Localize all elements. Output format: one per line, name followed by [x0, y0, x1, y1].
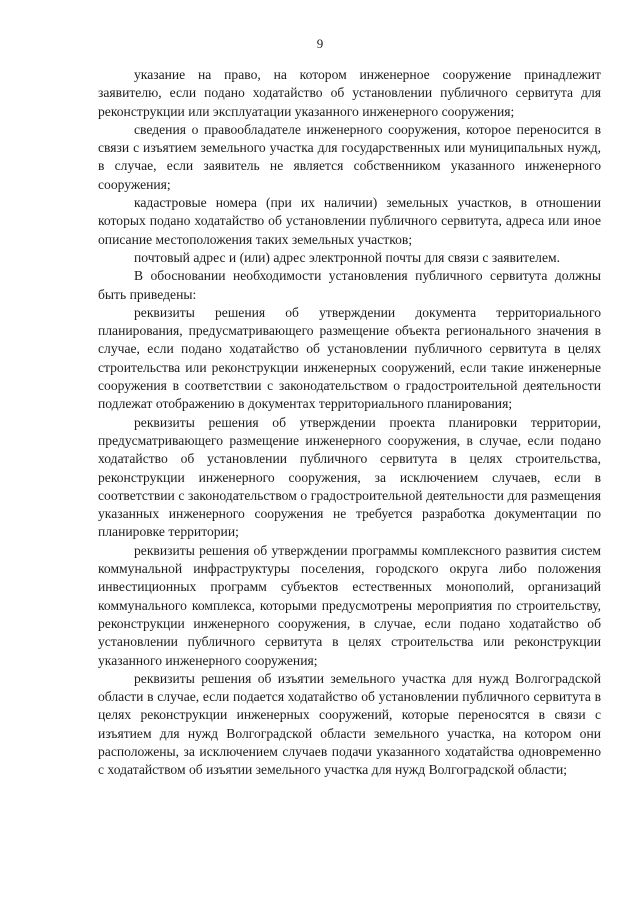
document-body — [98, 66, 601, 780]
paragraph-territorial-planning: реквизиты решения об утверждении документа территориального планирования, предусматривающего размещение объекта регионального значения в случае, если подано ходатайство об установлении публичного сервитута в целях строительства или реконструкции инженерных сооружений, если такие инженерные сооружения в соответствии с законодательством о градостроительной деятельности подлежат отображению в документах территориального планирования; — [98, 304, 601, 412]
paragraph-contact-address: почтовый адрес и (или) адрес электронной почты для связи с заявителем. — [134, 249, 560, 265]
paragraph-planning-project: реквизиты решения об утверждении проекта планировки территории, предусматривающего размещение инженерного сооружения, в случае, если подано ходатайство об установлении публичного сервитута в целях строительства, реконструкции инженерного сооружения, за исключением случаев, если в соответствии с законодательством о градостроительной деятельности для размещения указанных инженерного сооружения не требуется разработка документации по планировке территории; — [98, 414, 601, 540]
paragraph-cadastral-numbers: кадастровые номера (при их наличии) земельных участков, в отношении которых подано ходатайство об установлении публичного сервитута, адреса или иное описание местоположения таких земельных участков; — [98, 195, 601, 247]
page-number: 9 — [316, 36, 324, 51]
paragraph-owner-info: сведения о правообладателе инженерного сооружения, которое переносится в связи с изъятием земельного участка для государственных или муниципальных нужд, в случае, если заявитель не является собственником указанного инженерного сооружения; — [98, 121, 601, 192]
paragraph-development-program: реквизиты решения об утверждении программы комплексного развития систем коммунальной инфраструктуры поселения, городского округа либо положения инвестиционных программ субъектов естественных монополий, организаций коммунального комплекса, которыми предусмотрены мероприятия по строительству, реконструкции инженерного сооружения, в случае, если подано ходатайство об установлении публичного сервитута в целях строительства или реконструкции указанного инженерного сооружения; — [98, 542, 601, 668]
paragraph-land-withdrawal: реквизиты решения об изъятии земельного участка для нужд Волгоградской области в случае, если подается ходатайство об установлении публичного сервитута в целях реконструкции инженерных сооружений, которые переносятся в связи с изъятием для нужд Волгоградской области земельного участка, на котором они расположены, за исключением случаев подачи указанного ходатайства одновременно с ходатайством об изъятии земельного участка для нужд Волгоградской области; — [98, 670, 601, 778]
paragraph-right-indication: указание на право, на котором инженерное сооружение принадлежит заявителю, если подано ходатайство об установлении публичного сервитута для реконструкции или эксплуатации указанного инженерного сооружения; — [98, 67, 601, 119]
paragraph-justification-intro: В обосновании необходимости установления публичного сервитута должны быть приведены: — [98, 268, 601, 302]
